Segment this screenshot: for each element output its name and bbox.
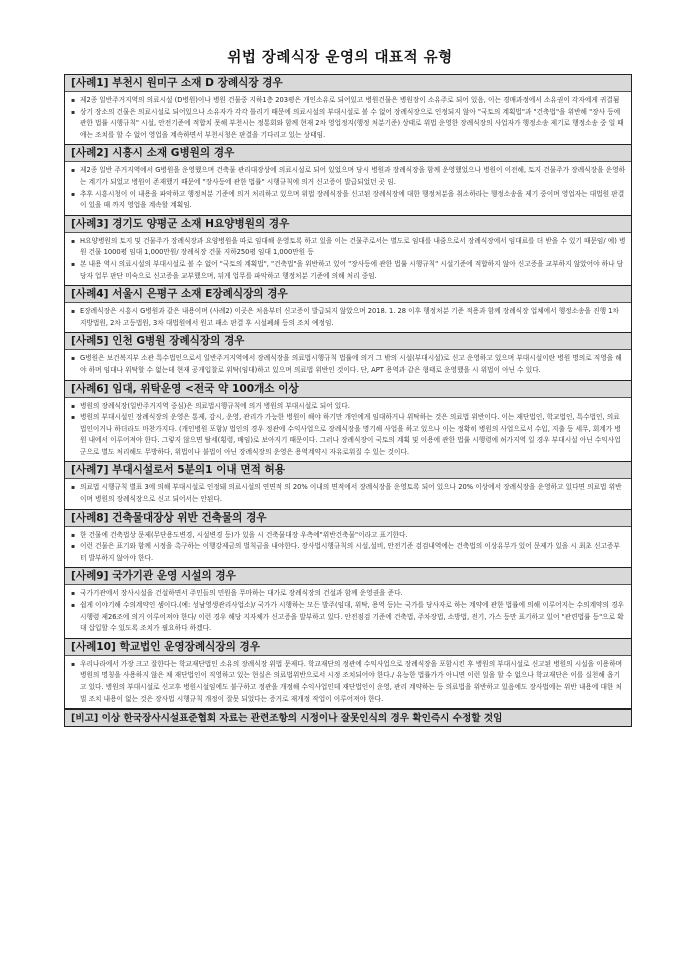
case-paragraph: ▪ 이런 건물은 표기와 함께 시정을 촉구하는 이행강제금의 벌칙금을 내야한다. 장사법시행규칙의 시설,설비, 안전기준 검검내역에는 건축법의 이상유무가 있어 문제가 있을 시 최초 신고증부터 발부하지 않아야 한다. — [71, 541, 626, 564]
case-body-5 — [65, 350, 631, 380]
case-body-6 — [65, 398, 631, 463]
case-paragraph: ▪ 병원의 장례식장(일반주거지역 중심)은 의료법시행규칙에 의거 병원의 부대시설로 되어 있다. — [71, 401, 626, 413]
case-heading-4: [사례4] 서울시 은평구 소재 E장례식장의 경우 — [65, 286, 631, 303]
case-body-1 — [65, 92, 631, 145]
case-table — [64, 74, 632, 727]
case-paragraph: ▪ H요양병원의 토지 및 건물주가 장례식장과 요양병원을 따로 임대해 운영토록 하고 있을 이는 건물주로서는 별도로 임대를 내줌으로서 장례식장에서 임대료를 더 받을 수 있기 때문임/ 예) 병원 건물 1000평 임대 1,000만원/ 장례식장 건물 지하250평 임대 1,000만원 등 — [71, 236, 626, 259]
case-heading-1: [사례1] 부천시 원미구 소재 D 장례식장 경우 — [65, 75, 631, 92]
case-paragraph: ▪ 상기 장소의 건물은 의료시설로 되어있으나 소유자가 각각 틀리기 때문에 의료시설의 부대시설로 볼 수 없어 장례식장으로 인정되지 않아 "국토의 계획법"과 "건축법"을 위반해 "장사 등에 관한 법률 시행규칙" 시설, 안전기준에 적합치 못해 부천시는 정통회와 함께 현재 2차 영업정지(행정 처분기준) 상태로 위법 운영한 장례식장의 사업자가 행정소송 제기로 행정소송 중 일 때에는 조치를 할 수 없어 영업을 계속하면서 부천시청은 판결을 기다리고 있는 상태임. — [71, 107, 626, 142]
case-heading-5: [사례5] 인천 G병원 장례식장의 경우 — [65, 333, 631, 350]
case-paragraph: ▪ 한 건물에 건축법상 문제(무단용도변경, 시설변경 등)가 있을 시 건축물대장 우측에"위반건축물"이라고 표기한다. — [71, 530, 626, 542]
case-heading-10: [사례10] 학교법인 운영장례식장의 경우 — [65, 639, 631, 656]
case-paragraph: ▪ 본 내용 역시 의료시설의 부대시설로 볼 수 없어 "국토의 계획법", "건축법"을 위반하고 있어 "장사등에 관한 법률 시행규칙" 시설기준에 적합하지 않아 신고증을 교부하지 않았어야 하나 담당자 업무 판단 미숙으로 신고증을 교부했으며, 뒤게 업무를 파악하고 행정처분 기준에 의해 처리 중임. — [71, 259, 626, 282]
case-heading-3: [사례3] 경기도 양평군 소재 H요양병원의 경우 — [65, 216, 631, 233]
case-paragraph: ▪ 병원의 부대시설인 장례식장의 운영은 통제, 감시, 운영, 관리가 가능한 병원이 해야 하기만 개인에게 임대하거나 위탁하는 것은 의료법 위반이다. 이는 재단법인, 학교법인, 특수법인, 의료법인이거나 하더라도 마찬가지다. (개인병원 포함)/ 법인의 경우 정관에 수익사업으로 장례식장을 명기해 사업을 하고 있으나 이는 정확히 병원의 사업으로서 수입, 지출 등 세무, 회계가 병원 내에서 이루어져야 한다. 그렇지 않으면 탈세(횡령, 배임)로 보아지기 때문이다. 그러나 장례식장이 국토의 계획 및 이용에 관한 법률 시행령에 허가지역 일 경우 부대시설 아닌 수익사업군으로 별도 처리해도 무방하다, 위법이나 불법이 아닌 장례식장의 운영은 용역계약시 자유로워질 수 있는 것이다. — [71, 412, 626, 458]
case-body-10 — [65, 656, 631, 709]
case-heading-7: [사례7] 부대시설로서 5분의1 이내 면적 허용 — [65, 462, 631, 479]
case-paragraph: ▪ E장례식장은 시흥시 G병원과 같은 내용이며 (사례2) 이곳은 처음부터 신고증이 발급되지 않았으며 2018. 1. 28 이후 행정처분 기준 적용과 함께 장례식장 업체에서 행정소송을 진행 1차 지방법원, 2차 고등법원, 3차 대법원에서 원고 패소 판결 후 시설폐쇄 등의 조치 예정임. — [71, 306, 626, 329]
case-heading-9: [사례9] 국가기관 운영 시설의 경우 — [65, 568, 631, 585]
case-paragraph: ▪ G병원은 보건복지부 소관 특수법인으로서 일반주거지역에서 장례식장을 의료법시행규칙 법률에 의거 그 밖의 시설(부대시설)로 신고 운영하고 있으며 부대시설이란 병원 명의로 직영을 해야 하며 임대나 위탁할 수 없는데 현재 공개입찰로 위탁(임대)하고 있으며 의료법 위반인 것이다. 단, APT 용역과 같은 형태로 운영했을 시 위법이 아닌 수 있다. — [71, 353, 626, 376]
case-paragraph: ▪ 국가기관에서 장사시설을 건설하면서 주민들의 민원을 무마하는 대가로 장례식장의 건설과 함께 운영권을 준다. — [71, 588, 626, 600]
case-paragraph: ▪ 제2종 일반 주거지역에서 G병원을 운영했으며 건축물 관리대장상에 의료시설로 되어 있었으며 당시 병원과 장례식장을 함께 운영했었으나 병원이 이전해, 토지 건물주가 장례식장을 운영하는 계기가 되었고 병원이 존재했기 때문에 "장사등에 관한 법률" 시행규칙에 의거 신고증이 발급되었던 곳 임. — [71, 165, 626, 188]
case-paragraph: ▪ 제2종 일반주거지역의 의료시설 (D병원)이나 병원 건물중 지하1층 203평은 개인소유로 되어있고 병원건물은 병원장이 소유주로 되어 있음, 이는 경매과정에서 소유권이 각자에게 귀결됨 — [71, 95, 626, 107]
document-title: 위법 장례식장 운영의 대표적 유형 — [227, 50, 453, 66]
case-body-4 — [65, 303, 631, 333]
case-paragraph: ▪ 쉽게 이야기해 수의계약인 셈이다.(예: 성남영생관리사업소)/ 국가가 시행하는 모든 발주(임대, 위탁, 용역 등)는 국가를 당사자로 하는 계약에 관한 법률에 의해 이루어지는 수의계약의 경우 시행령 제26조에 의거 이루어져야 한다/ 이런 경우 해당 지자체가 신고증을 발부하고 있다. 안전점검 기준에 건축법, 주차장법, 소방법, 전기, 가스 등만 표기하고 있어 "관련법률 등"으로 확대 삽입할 수 있도록 조치가 필요하다 하겠다. — [71, 600, 626, 635]
case-body-8 — [65, 527, 631, 569]
case-body-9 — [65, 585, 631, 638]
case-body-3 — [65, 233, 631, 286]
note-row: [비고] 이상 한국장사시설표준협회 자료는 관련조항의 시정이나 잘못인식의 경우 확인즉시 수정할 것임 — [65, 709, 631, 726]
case-body-7 — [65, 479, 631, 509]
case-paragraph: ▪ 추후 시흥시청이 이 내용을 파악하고 행정처분 기준에 의거 처리하고 있으며 위법 장례식장을 신고된 장례식장에 대한 행정처분을 취소하라는 행정소송을 제기 중이며 영업자는 대법원 판결이 있을 때 까지 영업을 계속할 계획임. — [71, 189, 626, 212]
case-heading-8: [사례8] 건축물대장상 위반 건축물의 경우 — [65, 510, 631, 527]
case-paragraph: ▪ 우리나라에서 가장 크고 잘한다는 학교재단법인 소유의 장례식장 위법 문제다. 학교재단의 정관에 수익사업으로 장례식장을 포함시킨 후 병원의 부대시설로 신고된 병원의 시설을 이용하며 병원의 명칭을 사용하지 않은 채 재단법인이 직영하고 있는 현실은 의료법위반으로서 시정 조치되어야 한다./ 유능한 법률가가 아니면 이런 일을 할 수 없으나 학교재단은 이를 실천해 옵기고 있다. 병원의 부대시설로 신고후 병원시설임에도 불구하고 정관을 개정해 수익사업인데 재단법인이 운영, 관리 계약하는 등 의료법을 위반하고 있음에도 장사법에는 위반 내용에 대한 처벌 조치 내용이 없는 것은 장사법 시행규칙 개정이 잘못 되었다는 증거로 재개정 작업이 이루어져야 한다. — [71, 659, 626, 705]
case-paragraph: ▪ 의료법 시행규칙 별표 3에 의해 부대시설로 인정돼 의료시설의 연면적 의 20% 이내의 면적에서 장례식장을 운영토록 되어 있으나 20% 이상에서 장례식장을 운영하고 있다면 의료법 위반이며 병원의 장례식장으로 신고 되어서는 안된다. — [71, 482, 626, 505]
case-body-2 — [65, 162, 631, 215]
case-heading-6: [사례6] 임대, 위탁운영 <전국 약 100개소 이상 — [65, 381, 631, 398]
case-heading-2: [사례2] 시흥시 소재 G병원의 경우 — [65, 145, 631, 162]
